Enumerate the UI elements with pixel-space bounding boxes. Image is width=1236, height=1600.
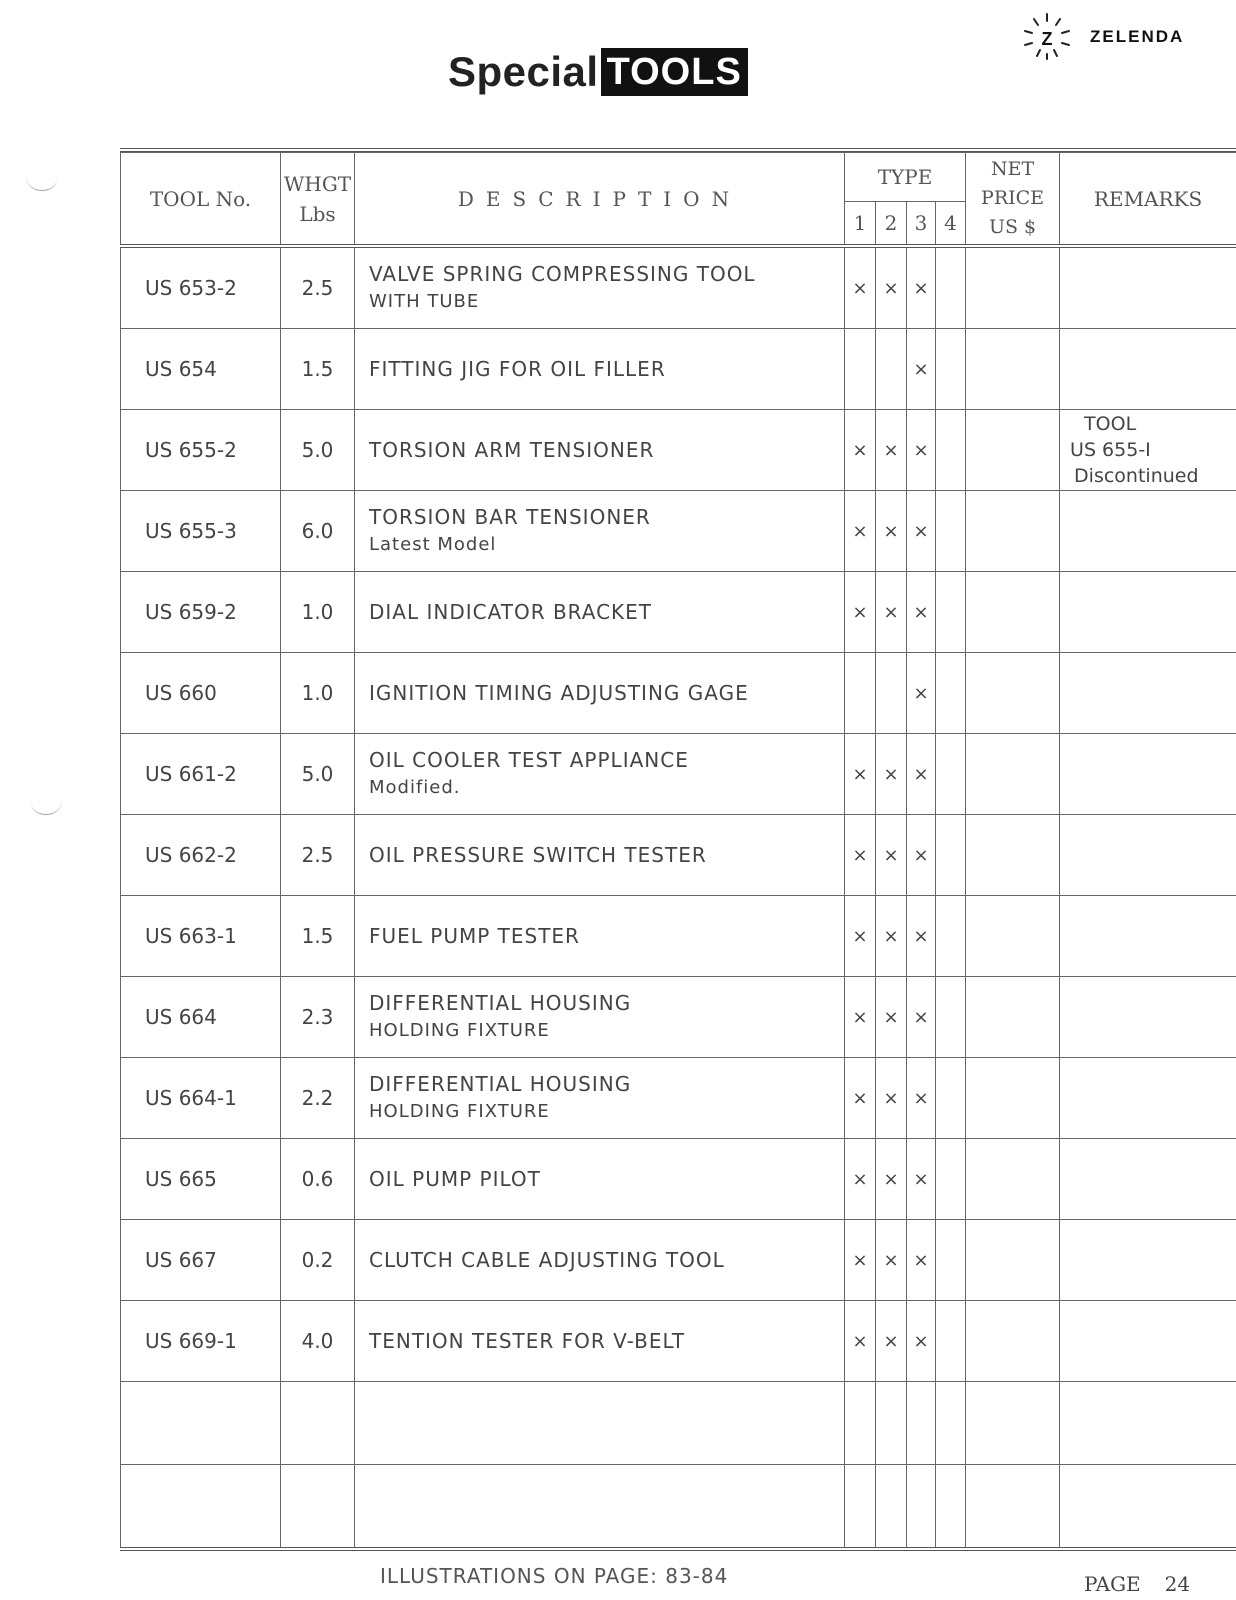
zelenda-logo-icon: [1020, 10, 1074, 64]
type-1-mark: ×: [845, 246, 876, 329]
desc-line: TENTION TESTER FOR V-BELT: [369, 1329, 686, 1353]
tool-description: [355, 977, 845, 1058]
desc-line: DIFFERENTIAL HOUSING: [369, 1072, 632, 1096]
tool-description: [355, 572, 845, 653]
tool-description: [355, 653, 845, 734]
tool-number: US 662-2: [121, 815, 281, 896]
type-2-mark: ×: [876, 572, 907, 653]
type-1-mark: ×: [845, 896, 876, 977]
brand-header: [1020, 10, 1184, 64]
binder-mark: [26, 176, 58, 191]
table-row: [121, 734, 1236, 815]
tool-description: [355, 1301, 845, 1382]
tool-number: US 660: [121, 653, 281, 734]
type-4-mark: [936, 1301, 966, 1382]
desc-line: TORSION BAR TENSIONER: [369, 505, 651, 529]
type-4-mark: [936, 977, 966, 1058]
desc-line: OIL PUMP PILOT: [369, 1167, 541, 1191]
net-price: [966, 491, 1060, 572]
type-1-mark: [845, 653, 876, 734]
remarks: [1060, 1220, 1236, 1301]
tool-description: [355, 815, 845, 896]
remarks: [1060, 734, 1236, 815]
net-price: [966, 1220, 1060, 1301]
tool-number: US 655-2: [121, 410, 281, 491]
type-2-mark: [876, 653, 907, 734]
net-price: [966, 734, 1060, 815]
type-2-mark: ×: [876, 246, 907, 329]
header-whgt-label: WHGT: [283, 171, 352, 196]
tool-weight: 1.0: [281, 653, 355, 734]
desc-line: FITTING JIG FOR OIL FILLER: [369, 357, 666, 381]
type-3-mark: ×: [907, 815, 936, 896]
tool-number: US 659-2: [121, 572, 281, 653]
type-1-mark: ×: [845, 410, 876, 491]
type-4-mark: [936, 734, 966, 815]
page-number: [1084, 1572, 1190, 1596]
header-net-line2: PRICE: [981, 187, 1045, 209]
net-price: [966, 815, 1060, 896]
type-4-mark: [936, 653, 966, 734]
type-2-mark: ×: [876, 896, 907, 977]
type-2-mark: ×: [876, 491, 907, 572]
tool-weight: 6.0: [281, 491, 355, 572]
remarks-line: Discontinued: [1074, 465, 1199, 487]
table-row: [121, 977, 1236, 1058]
type-4-mark: [936, 329, 966, 410]
tool-weight: 4.0: [281, 1301, 355, 1382]
table-row: [121, 410, 1236, 491]
table-row: [121, 572, 1236, 653]
type-4-mark: [936, 1139, 966, 1220]
type-1-mark: ×: [845, 734, 876, 815]
remarks: [1060, 329, 1236, 410]
remarks: [1060, 410, 1236, 491]
type-4-mark: [936, 246, 966, 329]
type-1-mark: ×: [845, 1058, 876, 1139]
type-4-mark: [936, 1058, 966, 1139]
type-3-mark: ×: [907, 977, 936, 1058]
type-1-mark: ×: [845, 491, 876, 572]
title-boxed: TOOLS: [601, 48, 748, 96]
type-4-mark: [936, 815, 966, 896]
table-row-empty: [121, 1382, 1236, 1465]
type-2-mark: ×: [876, 815, 907, 896]
desc-line: TORSION ARM TENSIONER: [369, 438, 655, 462]
remarks: [1060, 977, 1236, 1058]
tool-number: US 664: [121, 977, 281, 1058]
tool-description: [355, 896, 845, 977]
header-type-1: 1: [845, 202, 876, 247]
tool-description: [355, 1220, 845, 1301]
remarks: [1060, 1058, 1236, 1139]
table-row: [121, 1301, 1236, 1382]
type-2-mark: ×: [876, 1058, 907, 1139]
type-1-mark: ×: [845, 1139, 876, 1220]
tool-weight: 1.5: [281, 896, 355, 977]
header-whgt: [281, 153, 355, 247]
type-3-mark: ×: [907, 653, 936, 734]
tool-number: US 655-3: [121, 491, 281, 572]
net-price: [966, 1058, 1060, 1139]
type-1-mark: [845, 329, 876, 410]
type-4-mark: [936, 572, 966, 653]
desc-line: IGNITION TIMING ADJUSTING GAGE: [369, 681, 749, 705]
tool-number: US 664-1: [121, 1058, 281, 1139]
table-row: [121, 329, 1236, 410]
tool-weight: 0.2: [281, 1220, 355, 1301]
desc-line: VALVE SPRING COMPRESSING TOOL: [369, 262, 756, 286]
type-2-mark: ×: [876, 1301, 907, 1382]
header-remarks: REMARKS: [1060, 153, 1236, 247]
header-description: DESCRIPTION: [355, 153, 845, 247]
desc-subline: WITH TUBE: [369, 291, 480, 312]
tool-weight: 1.5: [281, 329, 355, 410]
table-row: [121, 815, 1236, 896]
page-number-value: 24: [1164, 1572, 1191, 1596]
type-3-mark: ×: [907, 734, 936, 815]
desc-line: CLUTCH CABLE ADJUSTING TOOL: [369, 1248, 725, 1272]
header-type: TYPE: [845, 153, 966, 202]
type-1-mark: ×: [845, 1301, 876, 1382]
type-3-mark: ×: [907, 329, 936, 410]
table-row: [121, 491, 1236, 572]
title-word: Special: [448, 48, 599, 95]
type-1-mark: ×: [845, 572, 876, 653]
header-type-3: 3: [907, 202, 936, 247]
table-row: [121, 653, 1236, 734]
type-1-mark: ×: [845, 815, 876, 896]
tool-weight: 2.5: [281, 246, 355, 329]
remarks: [1060, 653, 1236, 734]
tool-number: US 667: [121, 1220, 281, 1301]
remarks: [1060, 1139, 1236, 1220]
remarks: [1060, 572, 1236, 653]
tools-table-wrap: [120, 148, 1236, 1551]
illustrations-note: ILLUSTRATIONS ON PAGE: 83-84: [380, 1564, 729, 1588]
net-price: [966, 246, 1060, 329]
header-type-4: 4: [936, 202, 966, 247]
tool-description: [355, 734, 845, 815]
remarks-line: US 655-I: [1070, 439, 1151, 461]
header-net-price: [966, 153, 1060, 247]
type-3-mark: ×: [907, 1220, 936, 1301]
tool-weight: 5.0: [281, 410, 355, 491]
binder-mark: [30, 800, 62, 815]
type-2-mark: ×: [876, 1220, 907, 1301]
tool-number: US 665: [121, 1139, 281, 1220]
type-3-mark: ×: [907, 1058, 936, 1139]
type-2-mark: ×: [876, 1139, 907, 1220]
tool-weight: 2.3: [281, 977, 355, 1058]
table-row: [121, 1058, 1236, 1139]
type-3-mark: ×: [907, 572, 936, 653]
brand-logo-letter: Z: [1041, 29, 1053, 49]
tool-description: [355, 246, 845, 329]
net-price: [966, 653, 1060, 734]
header-lbs-label: Lbs: [299, 201, 336, 226]
remarks: [1060, 896, 1236, 977]
desc-line: OIL PRESSURE SWITCH TESTER: [369, 843, 707, 867]
desc-line: DIAL INDICATOR BRACKET: [369, 600, 653, 624]
type-2-mark: [876, 329, 907, 410]
table-header: [121, 153, 1236, 247]
desc-line: DIFFERENTIAL HOUSING: [369, 991, 632, 1015]
header-tool-no: TOOL No.: [121, 153, 281, 247]
tool-number: US 654: [121, 329, 281, 410]
brand-name: ZELENDA: [1090, 27, 1185, 46]
table-body: [121, 246, 1236, 1549]
type-4-mark: [936, 491, 966, 572]
net-price: [966, 1139, 1060, 1220]
header-net-line3: US $: [988, 216, 1037, 238]
remarks: [1060, 246, 1236, 329]
net-price: [966, 977, 1060, 1058]
type-3-mark: ×: [907, 491, 936, 572]
header-type-2: 2: [876, 202, 907, 247]
desc-line: FUEL PUMP TESTER: [369, 924, 580, 948]
tool-description: [355, 410, 845, 491]
net-price: [966, 410, 1060, 491]
remarks-line: TOOL: [1084, 413, 1137, 435]
tool-weight: 2.5: [281, 815, 355, 896]
tool-weight: 0.6: [281, 1139, 355, 1220]
type-3-mark: ×: [907, 896, 936, 977]
tool-description: [355, 1058, 845, 1139]
tool-weight: 2.2: [281, 1058, 355, 1139]
table-row-empty: [121, 1465, 1236, 1550]
table-row: [121, 1220, 1236, 1301]
desc-subline: HOLDING FIXTURE: [369, 1101, 550, 1122]
type-1-mark: ×: [845, 1220, 876, 1301]
net-price: [966, 896, 1060, 977]
type-1-mark: ×: [845, 977, 876, 1058]
remarks: [1060, 1301, 1236, 1382]
type-2-mark: ×: [876, 410, 907, 491]
table-row: [121, 896, 1236, 977]
type-4-mark: [936, 1220, 966, 1301]
page-label: PAGE: [1084, 1572, 1141, 1596]
table-row: [121, 1139, 1236, 1220]
header-net-line1: NET: [990, 158, 1035, 180]
tool-number: US 661-2: [121, 734, 281, 815]
tool-description: [355, 491, 845, 572]
remarks: [1060, 491, 1236, 572]
desc-line: OIL COOLER TEST APPLIANCE: [369, 748, 689, 772]
type-4-mark: [936, 896, 966, 977]
remarks: [1060, 815, 1236, 896]
table-row: [121, 246, 1236, 329]
type-3-mark: ×: [907, 410, 936, 491]
type-3-mark: ×: [907, 1139, 936, 1220]
type-2-mark: ×: [876, 977, 907, 1058]
tool-description: [355, 329, 845, 410]
type-4-mark: [936, 410, 966, 491]
desc-subline: HOLDING FIXTURE: [369, 1020, 550, 1041]
page-title: [448, 48, 748, 96]
tool-number: US 653-2: [121, 246, 281, 329]
net-price: [966, 329, 1060, 410]
tool-weight: 5.0: [281, 734, 355, 815]
net-price: [966, 572, 1060, 653]
tools-table: [120, 152, 1236, 1551]
desc-subline: Latest Model: [369, 534, 497, 555]
tool-weight: 1.0: [281, 572, 355, 653]
tool-description: [355, 1139, 845, 1220]
tool-number: US 669-1: [121, 1301, 281, 1382]
net-price: [966, 1301, 1060, 1382]
desc-subline: Modified.: [369, 777, 461, 798]
type-2-mark: ×: [876, 734, 907, 815]
type-3-mark: ×: [907, 1301, 936, 1382]
type-3-mark: ×: [907, 246, 936, 329]
tool-number: US 663-1: [121, 896, 281, 977]
